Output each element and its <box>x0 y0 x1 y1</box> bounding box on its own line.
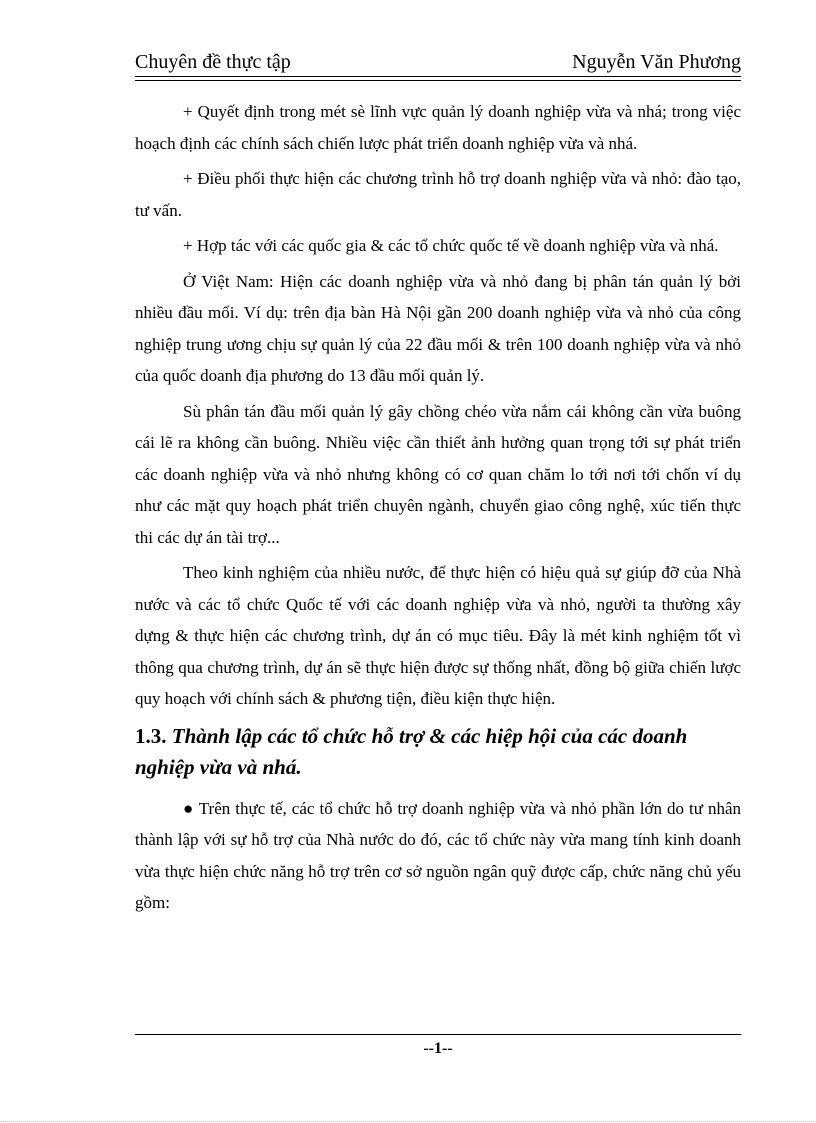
section-heading <box>135 721 741 783</box>
footer-rule <box>135 1034 741 1035</box>
header-author: Nguyễn Văn Phương <box>572 51 741 73</box>
section-title: Thành lập các tổ chức hỗ trợ & các hiệp hội của các doanh nghiệp vừa và nhá. <box>135 723 688 779</box>
paragraph: + Quyết định trong mét sè lĩnh vực quản lý doanh nghiệp vừa và nhá; trong việc hoạch định các chính sách chiến lược phát triển doanh nghiệp vừa và nhá. <box>135 102 741 153</box>
header-double-rule <box>135 76 741 81</box>
paragraph: Ở Việt Nam: Hiện các doanh nghiệp vừa và nhỏ đang bị phân tán quản lý bởi nhiều đầu mối. Ví dụ: trên địa bàn Hà Nội gần 200 doanh nghiệp vừa và nhỏ của công nghiệp trung ương chịu sự quản lý của 22 đầu mối & trên 100 doanh nghiệp vừa và nhỏ của quốc doanh địa phương do 13 đầu mối quản lý. <box>135 271 741 385</box>
paragraph: + Điều phối thực hiện các chương trình hỗ trợ doanh nghiệp vừa và nhỏ: đào tạo, tư vấn. <box>135 169 741 220</box>
header-left-title: Chuyên đề thực tập <box>135 51 291 73</box>
paragraph: Theo kinh nghiệm của nhiều nước, để thực hiện có hiệu quả sự giúp đỡ của Nhà nước và các tổ chức Quốc tế với các doanh nghiệp vừa và nhỏ, người ta thường xây dựng & thực hiện các chương trình, dự án có mục tiêu. Đây là mét kinh nghiệm tốt vì thông qua chương trình, dự án sẽ thực hiện được sự thống nhất, đồng bộ giữa chiến lược quy hoạch với chính sách & phương tiện, điều kiện thực hiện. <box>135 563 741 708</box>
page-header <box>135 46 741 76</box>
paragraph: Sù phân tán đầu mối quản lý gây chồng chéo vừa nắm cái không cần vừa buông cái lẽ ra không cần buông. Nhiều việc cần thiết ảnh hưởng quan trọng tới sự phát triển các doanh nghiệp vừa và nhỏ nhưng không có cơ quan chăm lo tới nơi tới chốn ví dụ như các mặt quy hoạch phát triển chuyên ngành, chuyển giao công nghệ, xúc tiến thực thi các dự án tài trợ... <box>135 401 741 547</box>
section-number: 1.3. <box>135 723 167 748</box>
paragraph: + Hợp tác với các quốc gia & các tổ chức quốc tế về doanh nghiệp vừa và nhá. <box>183 236 719 255</box>
page-number: --1-- <box>423 1040 453 1057</box>
document-body <box>135 96 741 919</box>
bullet-paragraph: ● Trên thực tế, các tổ chức hỗ trợ doanh nghiệp vừa và nhỏ phần lớn do tư nhân thành lập với sự hỗ trợ của Nhà nước do đó, các tổ chức này vừa mang tính kinh doanh vừa thực hiện chức năng hỗ trợ trên cơ sở nguồn ngân quỹ được cấp, chức năng chủ yếu gồm: <box>135 798 741 912</box>
page-bottom-dotted-line <box>0 1121 816 1122</box>
